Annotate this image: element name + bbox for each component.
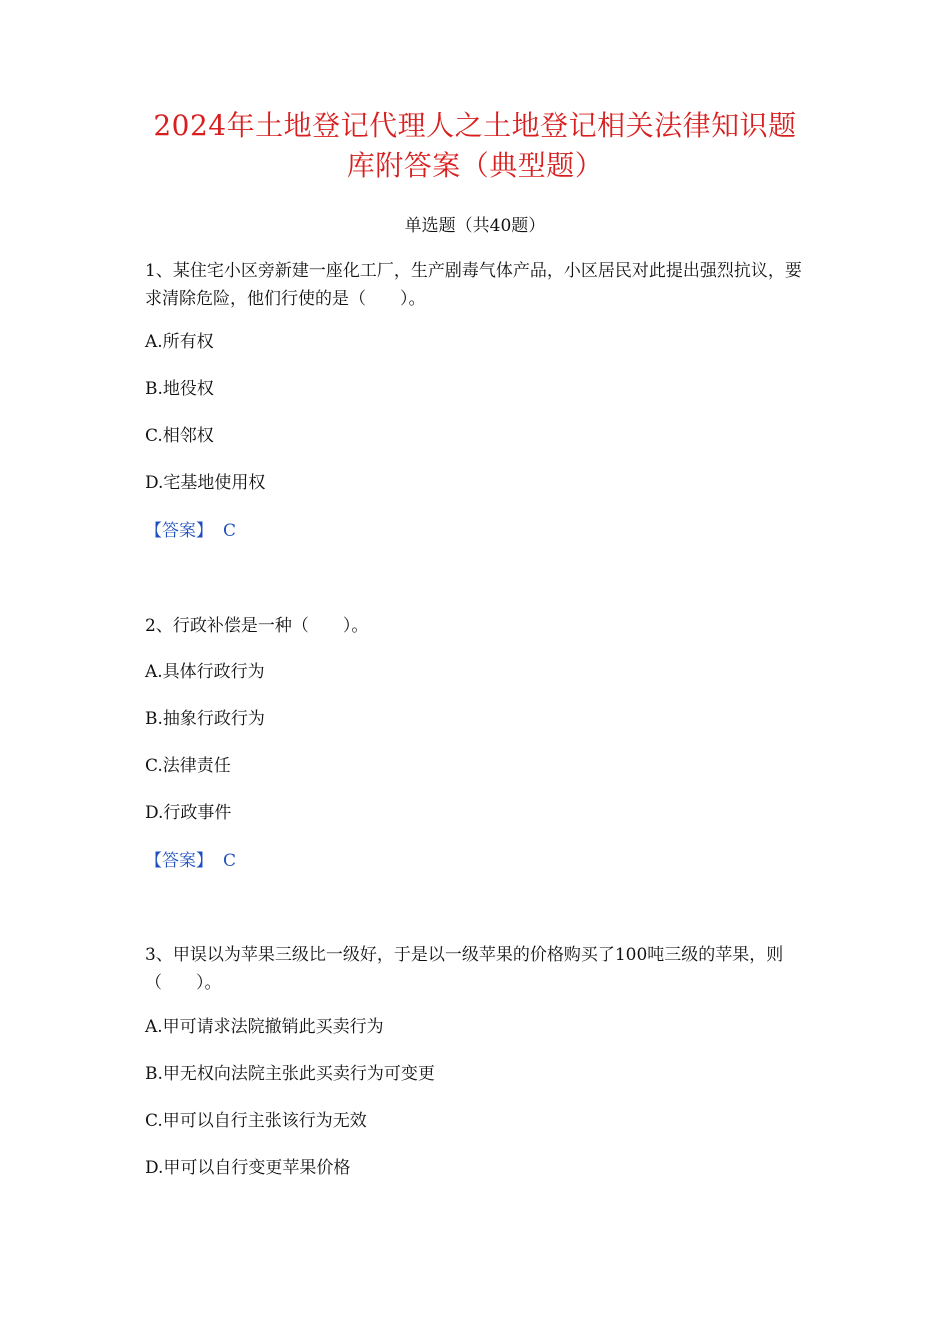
question-1-option-a: A.所有权	[145, 332, 214, 352]
question-3-option-b: B.甲无权向法院主张此买卖行为可变更	[145, 1064, 435, 1084]
question-2-option-a: A.具体行政行为	[145, 662, 265, 682]
question-3-option-c: C.甲可以自行主张该行为无效	[145, 1111, 367, 1131]
answer-label: 【答案】	[145, 851, 213, 871]
question-1-stem: 1、某住宅小区旁新建一座化工厂，生产剧毒气体产品，小区居民对此提出强烈抗议，要求清除危险，他们行使的是（ ）。	[145, 261, 802, 309]
answer-value: C	[223, 521, 237, 541]
question-2-option-d: D.行政事件	[145, 803, 232, 823]
question-2-option-b: B.抽象行政行为	[145, 709, 265, 729]
question-2-stem: 2、行政补偿是一种（ ）。	[145, 616, 369, 636]
question-1-option-b: B.地役权	[145, 379, 214, 399]
document-title	[95, 106, 855, 186]
question-1-option-c: C.相邻权	[145, 426, 214, 446]
question-3-option-a: A.甲可请求法院撤销此买卖行为	[145, 1017, 384, 1037]
title-line-1: 2024年土地登记代理人之土地登记相关法律知识题	[153, 109, 797, 142]
question-2-answer	[145, 849, 236, 873]
question-3-stem: 3、甲误以为苹果三级比一级好，于是以一级苹果的价格购买了100吨三级的苹果，则（ ）。	[145, 945, 784, 993]
question-1-answer	[145, 519, 236, 543]
answer-label: 【答案】	[145, 521, 213, 541]
question-3-option-d: D.甲可以自行变更苹果价格	[145, 1158, 351, 1178]
question-2-option-c: C.法律责任	[145, 756, 231, 776]
section-heading: 单选题（共40题）	[404, 216, 546, 236]
answer-value: C	[223, 851, 237, 871]
question-1-option-d: D.宅基地使用权	[145, 473, 266, 493]
title-line-2: 库附答案（典型题）	[346, 149, 604, 182]
